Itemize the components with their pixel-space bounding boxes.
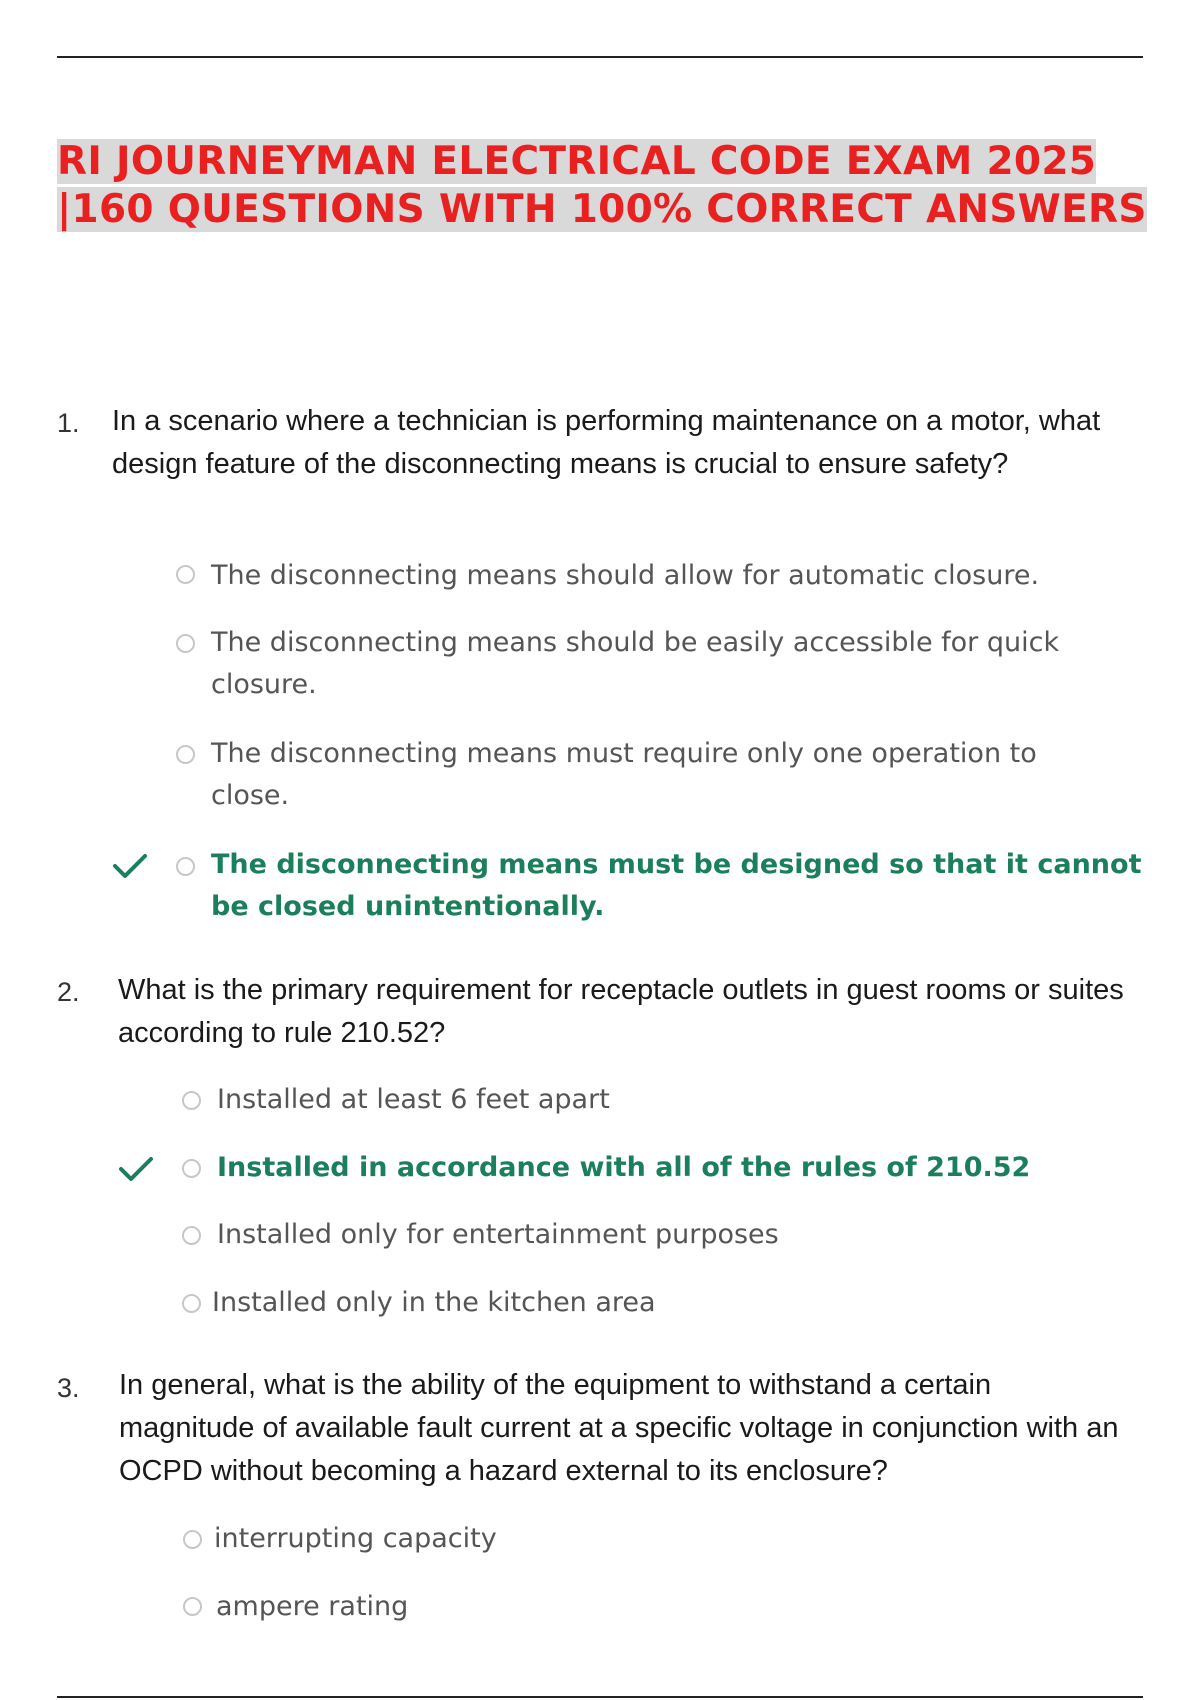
checkmark-icon bbox=[118, 1155, 154, 1183]
question-text: What is the primary requirement for receptacle outlets in guest rooms or suites according to rule 210.52? bbox=[118, 974, 1124, 1049]
radio-icon[interactable] bbox=[176, 745, 195, 764]
question-text: In general, what is the ability of the equipment to withstand a certain magnitude of available fault current at a specific voltage in conjunction with an OCPD without becoming a hazard external to its enclosure? bbox=[119, 1369, 1119, 1487]
option-text: The disconnecting means should allow for automatic closure. bbox=[211, 560, 1040, 591]
question-number: 1. bbox=[57, 408, 80, 438]
option-text: The disconnecting means should be easily accessible for quick closure. bbox=[211, 627, 1060, 700]
title-text: RI JOURNEYMAN ELECTRICAL CODE EXAM 2025 |160 QUESTIONS WITH 100% CORRECT ANSWERS bbox=[57, 139, 1147, 232]
radio-icon[interactable] bbox=[182, 1226, 201, 1245]
option-text-correct: The disconnecting means must be designed so that it cannot be closed unintentionally. bbox=[211, 849, 1142, 922]
bottom-rule bbox=[57, 1696, 1143, 1698]
radio-icon[interactable] bbox=[182, 1091, 201, 1110]
radio-icon[interactable] bbox=[182, 1159, 201, 1178]
document-title bbox=[57, 138, 1167, 234]
radio-icon[interactable] bbox=[176, 565, 195, 584]
option-text: The disconnecting means must require only one operation to close. bbox=[211, 738, 1037, 811]
question-number: 2. bbox=[57, 977, 80, 1007]
option-text: interrupting capacity bbox=[214, 1523, 497, 1554]
option-text: ampere rating bbox=[216, 1591, 409, 1622]
top-rule bbox=[57, 56, 1143, 58]
question-number: 3. bbox=[57, 1373, 80, 1403]
radio-icon[interactable] bbox=[183, 1530, 202, 1549]
checkmark-icon bbox=[112, 852, 148, 880]
radio-icon[interactable] bbox=[176, 857, 195, 876]
option-text: Installed only in the kitchen area bbox=[212, 1287, 656, 1318]
option-text: Installed only for entertainment purposes bbox=[217, 1219, 779, 1250]
radio-icon[interactable] bbox=[183, 1597, 202, 1616]
option-text: Installed at least 6 feet apart bbox=[217, 1084, 610, 1115]
radio-icon[interactable] bbox=[182, 1294, 201, 1313]
question-text: In a scenario where a technician is performing maintenance on a motor, what design feature of the disconnecting means is crucial to ensure safety? bbox=[112, 405, 1101, 480]
option-text-correct: Installed in accordance with all of the rules of 210.52 bbox=[217, 1152, 1031, 1183]
radio-icon[interactable] bbox=[176, 634, 195, 653]
